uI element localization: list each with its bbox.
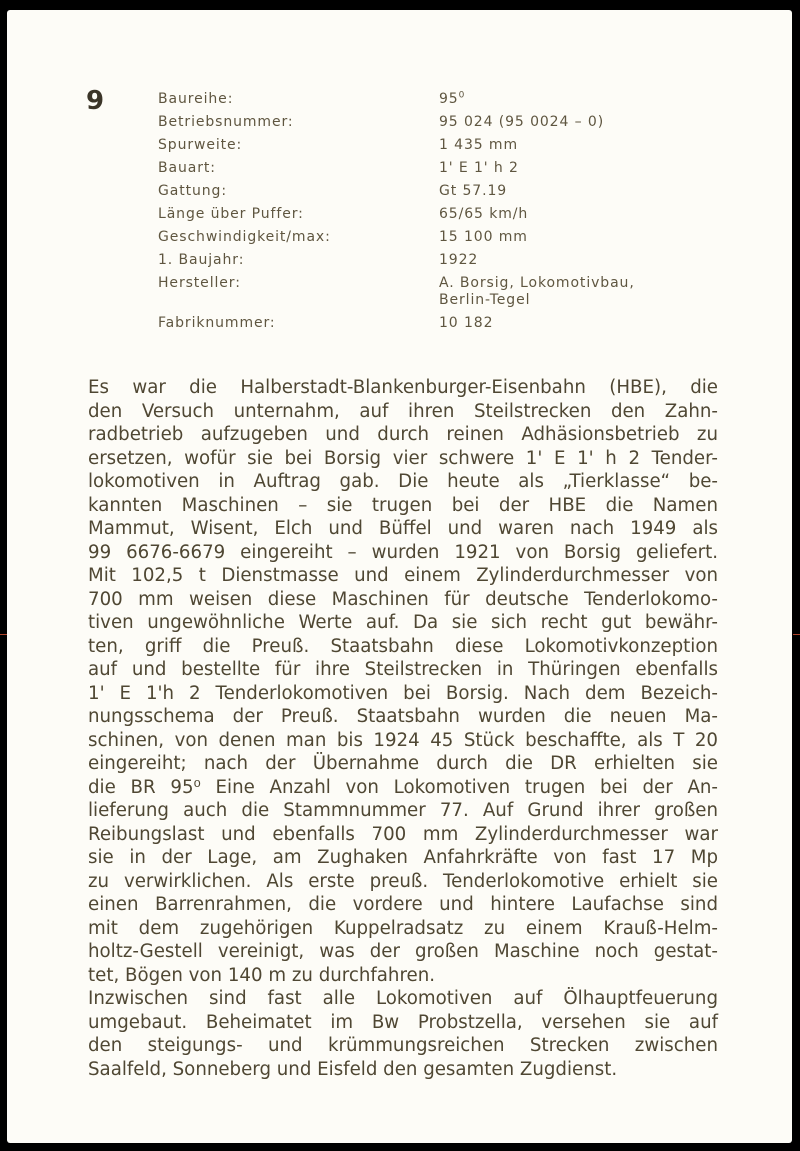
body-line: 1' E 1'h 2 Tenderlokomotiven bei Borsig. Nach dem Bezeich- xyxy=(88,682,718,704)
body-line: Inzwischen sind fast alle Lokomotiven auf Ölhauptfeuerung xyxy=(88,988,718,1009)
body-line: Saalfeld, Sonneberg und Eisfeld den gesamten Zugdienst. xyxy=(88,1058,618,1080)
spec-row-gattung xyxy=(158,183,718,200)
info-card xyxy=(7,10,792,1143)
body-line: Mit 102,5 t Dienstmasse und einem Zylinderdurchmesser von xyxy=(88,565,718,586)
body-line: umgebaut. Beheimatet im Bw Probstzella, versehen sie auf xyxy=(88,1011,718,1033)
right-edge-mark xyxy=(793,634,800,635)
spec-label: Fabriknummer: xyxy=(158,315,276,331)
spec-label: 1. Baujahr: xyxy=(158,252,245,268)
spec-label: Baureihe: xyxy=(158,91,234,107)
body-line: tet, Bögen von 140 m zu durchfahren. xyxy=(88,964,436,986)
body-line: sie in der Lage, am Zughaken Anfahrkräfte von fast 17 Mp xyxy=(88,847,718,868)
spec-row-fabriknummer xyxy=(158,315,718,332)
spec-value: 1922 xyxy=(439,252,479,268)
spec-value: $95^0$ xyxy=(439,90,466,107)
spec-label: Spurweite: xyxy=(158,137,243,153)
body-line: eingereiht; nach der Übernahme durch die DR erhielten sie xyxy=(88,753,718,774)
body-line: den Versuch unternahm, auf ihren Steilstrecken den Zahn- xyxy=(88,400,718,422)
spec-value: A. Borsig, Lokomotivbau, Berlin-Tegel xyxy=(439,275,635,308)
spec-label: Bauart: xyxy=(158,160,216,176)
left-edge-mark xyxy=(0,634,7,635)
spec-label: Gattung: xyxy=(158,183,227,199)
body-line: die BR 95⁰ Eine Anzahl von Lokomotiven trugen bei der An- xyxy=(88,776,718,798)
spec-value: 95 024 (95 0024 – 0) xyxy=(439,114,605,130)
spec-value: 10 182 xyxy=(439,315,494,331)
body-line: Es war die Halberstadt-Blankenburger-Eisenbahn (HBE), die xyxy=(88,377,718,398)
spec-label: Betriebsnummer: xyxy=(158,114,294,130)
specifications-table xyxy=(158,91,718,338)
body-line: ten, griff die Preuß. Staatsbahn diese Lokomotivkonzeption xyxy=(88,635,718,657)
body-line: auf und bestellte für ihre Steilstrecken in Thüringen ebenfalls xyxy=(88,659,718,680)
spec-value: Gt 57.19 xyxy=(439,183,508,199)
spec-value: 1' E 1' h 2 xyxy=(439,160,519,176)
spec-value: 1 435 mm xyxy=(439,137,519,153)
body-line: Mammut, Wisent, Elch und Büffel und waren nach 1949 als xyxy=(88,518,718,539)
spec-row-geschwindigkeit xyxy=(158,229,718,246)
body-line: holtz-Gestell vereinigt, was der großen Maschine noch gestat- xyxy=(88,941,718,962)
body-line: zu verwirklichen. Als erste preuß. Tenderlokomotive erhielt sie xyxy=(88,870,718,892)
body-line: radbetrieb aufzugeben und durch reinen Adhäsionsbetrieb zu xyxy=(88,424,718,445)
body-line: schinen, von denen man bis 1924 45 Stück beschaffte, als T 20 xyxy=(88,729,718,751)
spec-row-bauart xyxy=(158,160,718,177)
description-text xyxy=(88,376,718,1081)
spec-value: 65/65 km/h xyxy=(439,206,529,222)
spec-row-baureihe xyxy=(158,91,718,108)
body-line: lokomotiven in Auftrag gab. Die heute als „Tierklasse“ be- xyxy=(88,471,718,492)
spec-row-baujahr xyxy=(158,252,718,269)
body-line: den steigungs- und krümmungsreichen Strecken zwischen xyxy=(88,1035,718,1056)
spec-row-laenge xyxy=(158,206,718,223)
body-line: tiven ungewöhnliche Werte auf. Da sie sich recht gut bewähr- xyxy=(88,612,718,633)
spec-value: 15 100 mm xyxy=(439,229,528,245)
card-number: 9 xyxy=(86,86,105,116)
body-line: mit dem zugehörigen Kuppelradsatz zu einem Krauß-Helm- xyxy=(88,917,718,939)
body-line: ersetzen, wofür sie bei Borsig vier schwere 1' E 1' h 2 Tender- xyxy=(88,447,718,469)
spec-label: Hersteller: xyxy=(158,275,241,291)
spec-row-spurweite xyxy=(158,137,718,154)
spec-label: Geschwindigkeit/max: xyxy=(158,229,331,245)
body-line: 700 mm weisen diese Maschinen für deutsche Tenderlokomo- xyxy=(88,588,718,610)
body-line: nungsschema der Preuß. Staatsbahn wurden die neuen Ma- xyxy=(88,706,718,727)
body-line: 99 6676-6679 eingereiht – wurden 1921 von Borsig geliefert. xyxy=(88,541,718,563)
body-line: einen Barrenrahmen, die vordere und hintere Laufachse sind xyxy=(88,894,718,915)
spec-row-hersteller xyxy=(158,275,718,309)
body-line: Reibungslast und ebenfalls 700 mm Zylinderdurchmesser war xyxy=(88,823,718,845)
spec-label: Länge über Puffer: xyxy=(158,206,304,222)
spec-row-betriebsnummer xyxy=(158,114,718,131)
body-line: lieferung auch die Stammnummer 77. Auf Grund ihrer großen xyxy=(88,800,718,821)
body-line: kannten Maschinen – sie trugen bei der HBE die Namen xyxy=(88,494,718,516)
